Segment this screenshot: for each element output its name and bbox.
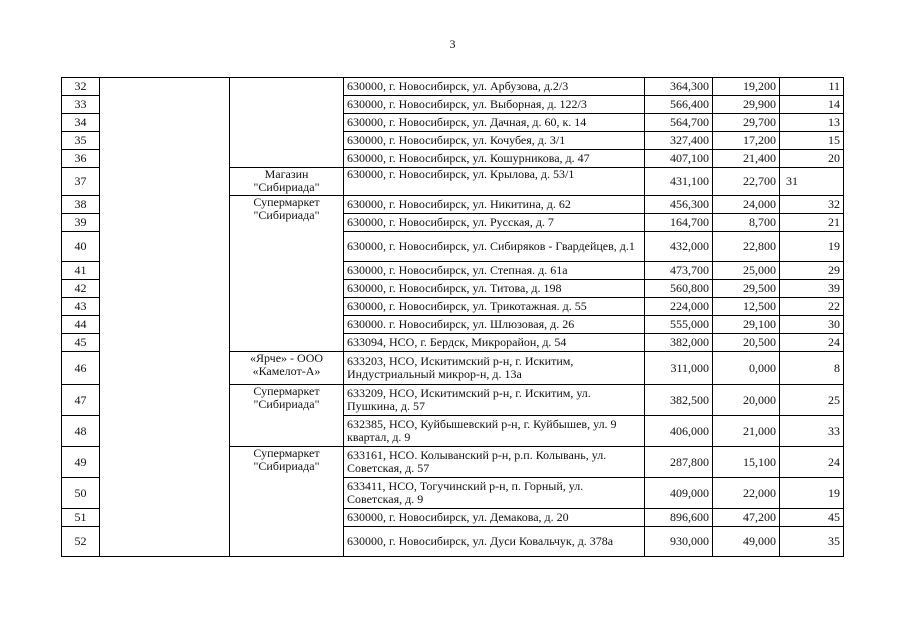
- row-number: 32: [62, 78, 100, 96]
- row-number: 49: [62, 447, 100, 478]
- value-2: 20,000: [713, 385, 780, 416]
- value-1: 327,400: [645, 132, 713, 150]
- value-3: 45: [780, 509, 844, 527]
- empty-column-cell: [100, 78, 230, 557]
- value-2: 0,000: [713, 352, 780, 385]
- table-row: [62, 78, 844, 96]
- value-3: 31: [780, 168, 844, 196]
- value-1: 555,000: [645, 316, 713, 334]
- value-1: 224,000: [645, 298, 713, 316]
- value-2: 8,700: [713, 214, 780, 232]
- address: 630000, г. Новосибирск, ул. Дуси Ковальчук, д. 378а: [344, 527, 645, 557]
- value-1: 566,400: [645, 96, 713, 114]
- address: 630000, г. Новосибирск, ул. Демакова, д. 20: [344, 509, 645, 527]
- row-number: 33: [62, 96, 100, 114]
- row-number: 44: [62, 316, 100, 334]
- value-3: 15: [780, 132, 844, 150]
- value-1: 473,700: [645, 262, 713, 280]
- value-1: 456,300: [645, 196, 713, 214]
- row-number: 51: [62, 509, 100, 527]
- value-2: 22,000: [713, 478, 780, 509]
- address: 630000, г. Новосибирск, ул. Степная. д. 61а: [344, 262, 645, 280]
- address: 633161, НСО. Колыванский р-н, р.п. Колывань, ул. Советская, д. 57: [344, 447, 645, 478]
- value-1: 432,000: [645, 232, 713, 262]
- value-2: 29,500: [713, 280, 780, 298]
- value-2: 49,000: [713, 527, 780, 557]
- value-3: 21: [780, 214, 844, 232]
- value-1: 164,700: [645, 214, 713, 232]
- row-number: 43: [62, 298, 100, 316]
- address: 632385, НСО, Куйбышевский р-н, г. Куйбышев, ул. 9 квартал, д. 9: [344, 416, 645, 447]
- value-2: 22,800: [713, 232, 780, 262]
- value-2: 22,700: [713, 168, 780, 196]
- address: 630000, г. Новосибирск, ул. Дачная, д. 60, к. 14: [344, 114, 645, 132]
- value-3: 11: [780, 78, 844, 96]
- address: 630000, г. Новосибирск, ул. Выборная, д. 122/3: [344, 96, 645, 114]
- row-number: 40: [62, 232, 100, 262]
- value-2: 29,900: [713, 96, 780, 114]
- row-number: 38: [62, 196, 100, 214]
- value-1: 382,500: [645, 385, 713, 416]
- value-1: 896,600: [645, 509, 713, 527]
- value-2: 15,100: [713, 447, 780, 478]
- value-1: 311,000: [645, 352, 713, 385]
- value-1: 930,000: [645, 527, 713, 557]
- value-1: 382,000: [645, 334, 713, 352]
- page-number: 3: [449, 37, 456, 51]
- value-3: 14: [780, 96, 844, 114]
- value-2: 12,500: [713, 298, 780, 316]
- address: 630000. г. Новосибирск, ул. Шлюзовая, д. 26: [344, 316, 645, 334]
- address: 633094, НСО, г. Бердск, Микрорайон, д. 54: [344, 334, 645, 352]
- value-1: 364,300: [645, 78, 713, 96]
- address: 630000, г. Новосибирск, ул. Никитина, д. 62: [344, 196, 645, 214]
- row-number: 47: [62, 385, 100, 416]
- value-3: 25: [780, 385, 844, 416]
- address: 630000, г. Новосибирск, ул. Сибиряков - Гвардейцев, д.1: [344, 232, 645, 262]
- value-1: 431,100: [645, 168, 713, 196]
- address: 630000, г. Новосибирск, ул. Титова, д. 198: [344, 280, 645, 298]
- value-2: 20,500: [713, 334, 780, 352]
- address: 630000, г. Новосибирск, ул. Трикотажная. д. 55: [344, 298, 645, 316]
- address: 630000, г. Новосибирск, ул. Арбузова, д.2/3: [344, 78, 645, 96]
- value-3: 24: [780, 334, 844, 352]
- row-number: 41: [62, 262, 100, 280]
- value-2: 21,000: [713, 416, 780, 447]
- address: 633209, НСО, Искитимский р-н, г. Искитим, ул. Пушкина, д. 57: [344, 385, 645, 416]
- address: 630000, г. Новосибирск, ул. Кошурникова, д. 47: [344, 150, 645, 168]
- value-1: 407,100: [645, 150, 713, 168]
- value-2: 19,200: [713, 78, 780, 96]
- address: 630000, г. Новосибирск, ул. Кочубея, д. 3/1: [344, 132, 645, 150]
- value-3: 30: [780, 316, 844, 334]
- value-2: 24,000: [713, 196, 780, 214]
- value-1: 406,000: [645, 416, 713, 447]
- value-3: 8: [780, 352, 844, 385]
- value-3: 24: [780, 447, 844, 478]
- row-number: 45: [62, 334, 100, 352]
- address: 630000, г. Новосибирск, ул. Русская, д. 7: [344, 214, 645, 232]
- row-number: 48: [62, 416, 100, 447]
- address: 630000, г. Новосибирск, ул. Крылова, д. 53/1: [344, 168, 645, 196]
- row-number: 36: [62, 150, 100, 168]
- store-name: Супермаркет "Сибириада": [230, 385, 344, 447]
- value-3: 19: [780, 478, 844, 509]
- store-name: Супермаркет "Сибириада": [230, 447, 344, 557]
- row-number: 42: [62, 280, 100, 298]
- value-1: 560,800: [645, 280, 713, 298]
- row-number: 39: [62, 214, 100, 232]
- stores-table: [61, 77, 844, 557]
- row-number: 35: [62, 132, 100, 150]
- store-name: Магазин "Сибириада": [230, 168, 344, 196]
- store-name: «Ярче» - ООО «Камелот-А»: [230, 352, 344, 385]
- value-1: 287,800: [645, 447, 713, 478]
- value-3: 33: [780, 416, 844, 447]
- row-number: 34: [62, 114, 100, 132]
- row-number: 46: [62, 352, 100, 385]
- store-name: [230, 78, 344, 168]
- value-3: 32: [780, 196, 844, 214]
- value-3: 29: [780, 262, 844, 280]
- address: 633203, НСО, Искитимский р-н, г. Искитим, Индустриальный микрор-н, д. 13а: [344, 352, 645, 385]
- address: 633411, НСО, Тогучинский р-н, п. Горный, ул. Советская, д. 9: [344, 478, 645, 509]
- value-2: 47,200: [713, 509, 780, 527]
- value-2: 25,000: [713, 262, 780, 280]
- value-3: 19: [780, 232, 844, 262]
- store-name: Супермаркет "Сибириада": [230, 196, 344, 352]
- value-2: 29,100: [713, 316, 780, 334]
- value-1: 564,700: [645, 114, 713, 132]
- value-2: 29,700: [713, 114, 780, 132]
- value-3: 13: [780, 114, 844, 132]
- value-1: 409,000: [645, 478, 713, 509]
- value-3: 35: [780, 527, 844, 557]
- row-number: 37: [62, 168, 100, 196]
- value-3: 22: [780, 298, 844, 316]
- value-2: 21,400: [713, 150, 780, 168]
- value-2: 17,200: [713, 132, 780, 150]
- value-3: 20: [780, 150, 844, 168]
- row-number: 50: [62, 478, 100, 509]
- row-number: 52: [62, 527, 100, 557]
- value-3: 39: [780, 280, 844, 298]
